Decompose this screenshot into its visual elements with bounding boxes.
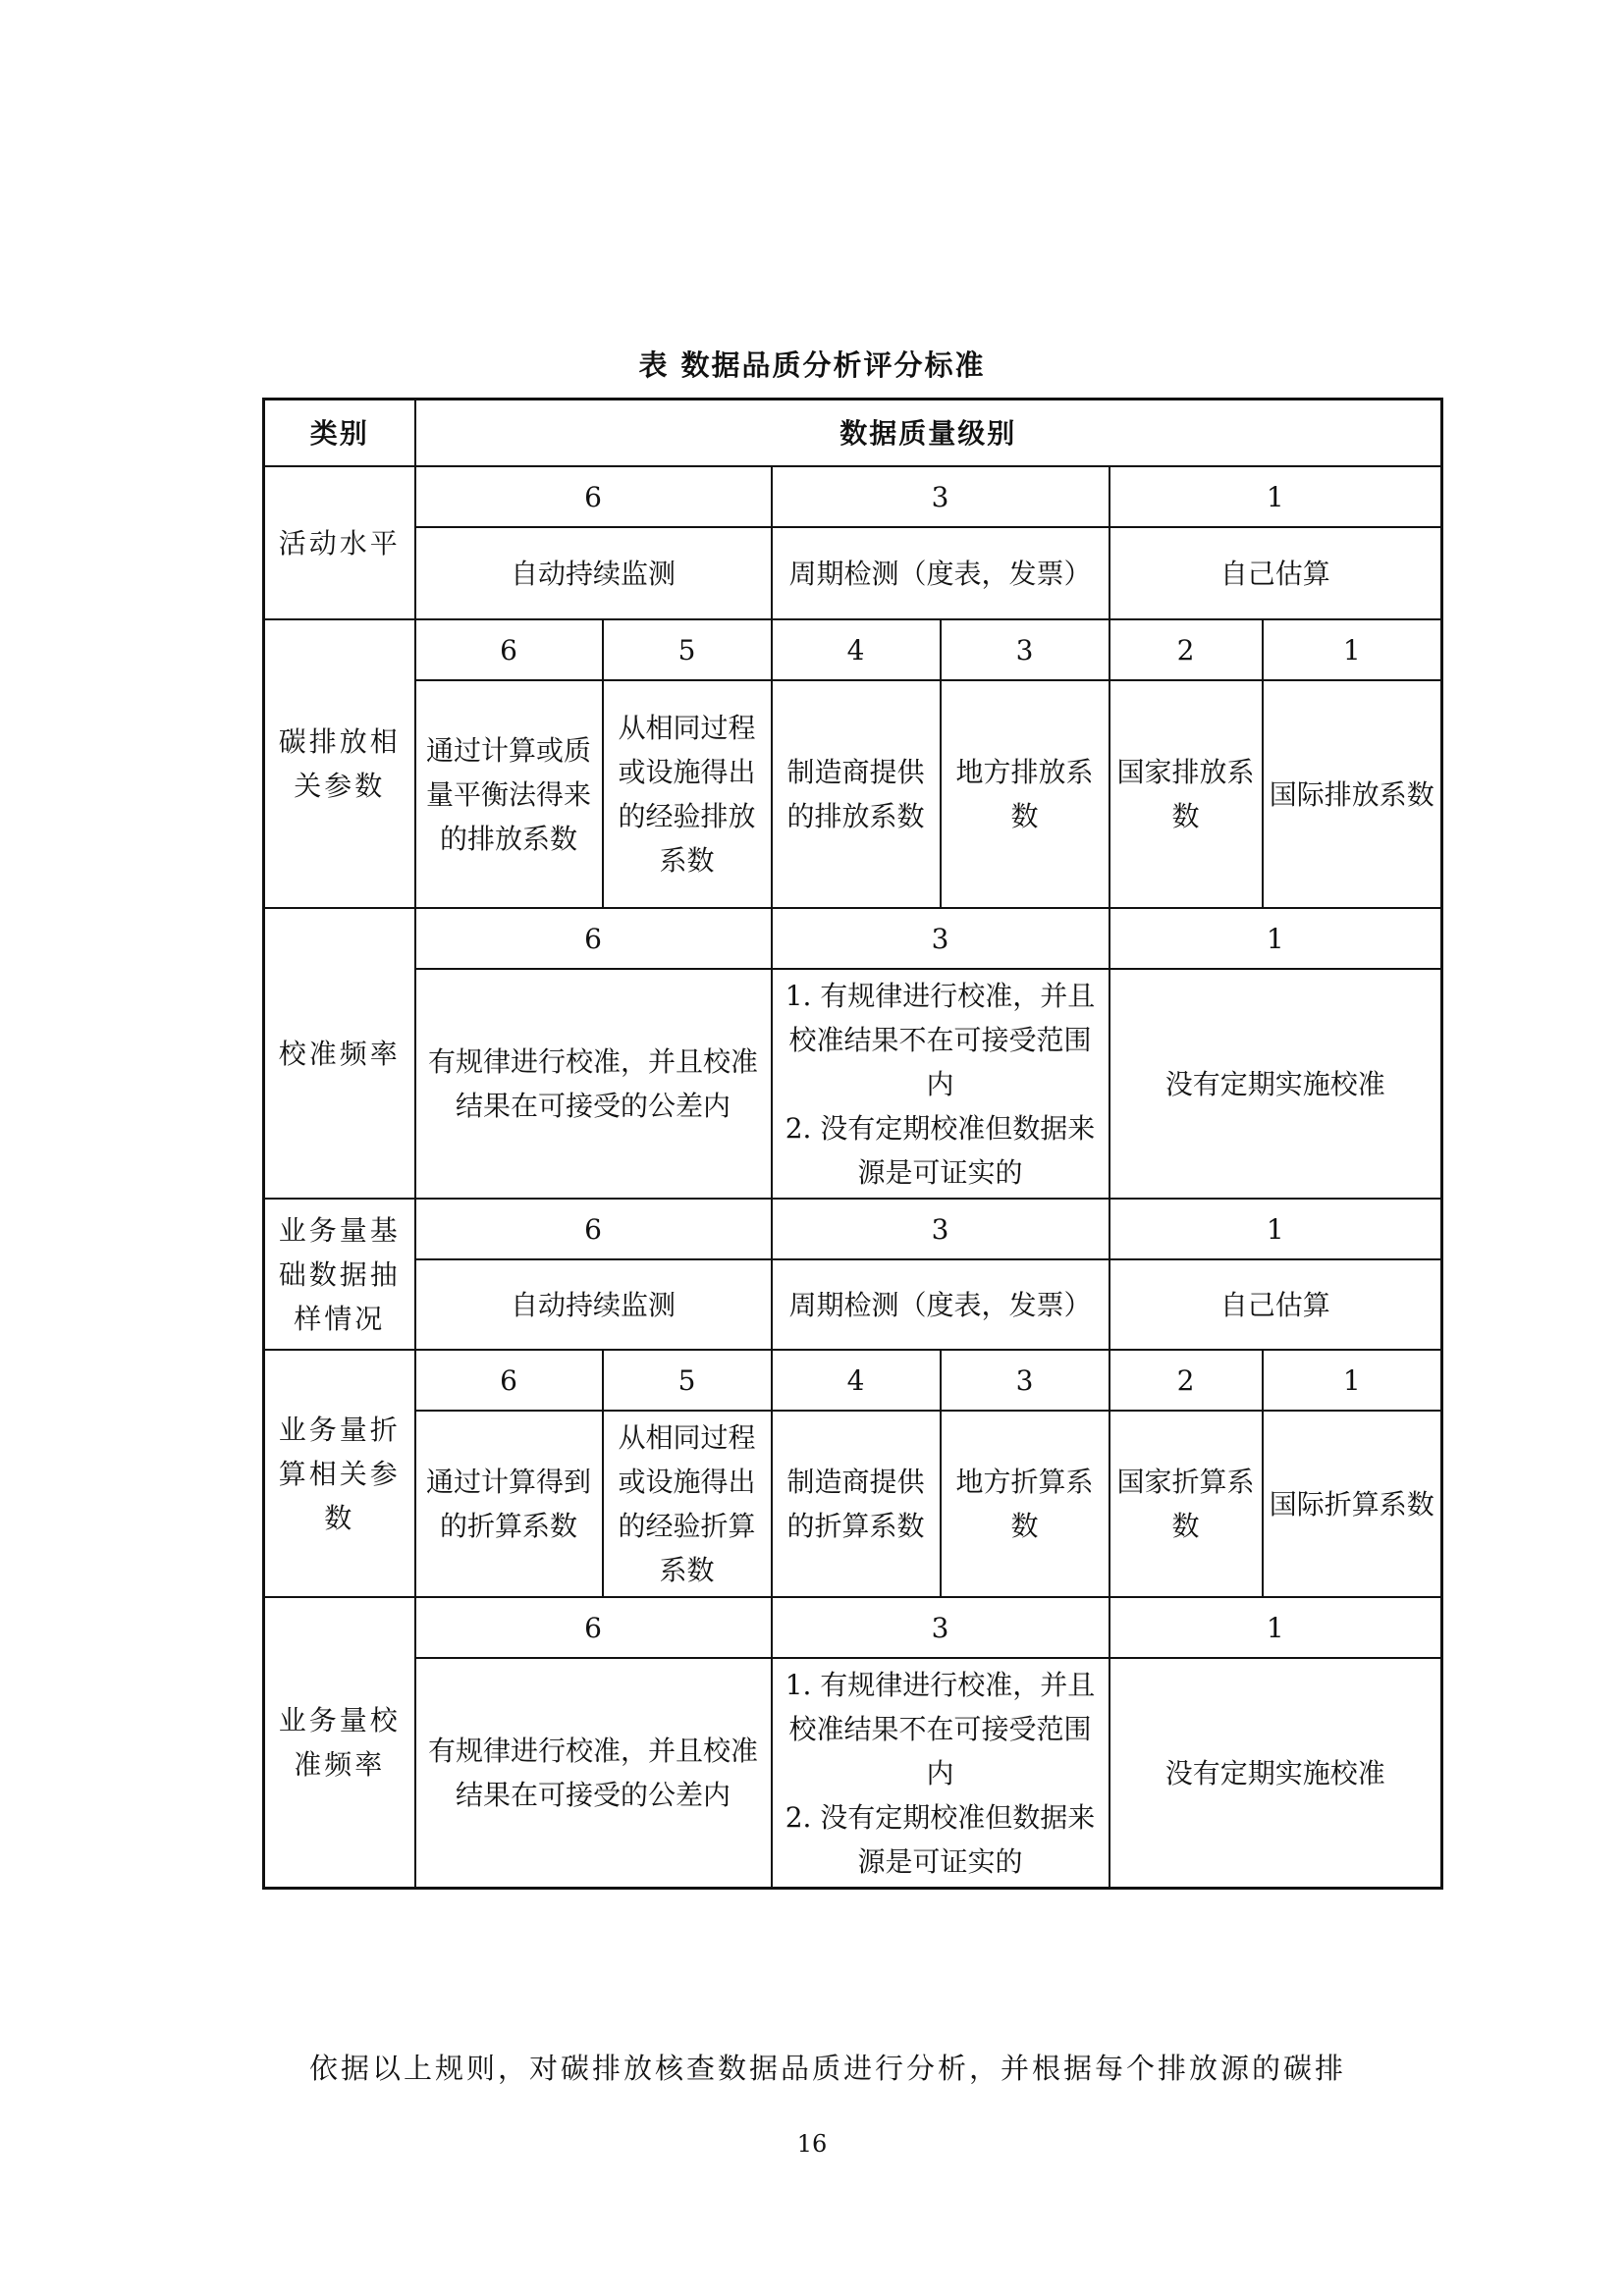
- desc-item: 1. 有规律进行校准，并且校准结果不在可接受范围内: [785, 979, 1096, 1100]
- desc-cell: 没有定期实施校准: [1110, 1658, 1442, 1889]
- score-cell: 1: [1110, 466, 1442, 527]
- row-label-conversion: 业务量折算相关参数: [264, 1350, 415, 1597]
- score-cell: 3: [772, 466, 1110, 527]
- table-row: [264, 1658, 1442, 1889]
- row-label-business-calibration: 业务量校准频率: [264, 1597, 415, 1889]
- table-header-row: [264, 400, 1442, 467]
- table-caption: 表 数据品质分析评分标准: [638, 348, 986, 382]
- desc-cell: 自己估算: [1110, 1259, 1442, 1350]
- score-cell: 1: [1263, 619, 1442, 680]
- desc-cell: 地方排放系数: [941, 680, 1110, 908]
- score-cell: 2: [1110, 1350, 1263, 1411]
- table-row: [264, 1199, 1442, 1259]
- score-cell: 3: [772, 908, 1110, 969]
- table-row: [264, 1259, 1442, 1350]
- table-row: [264, 1350, 1442, 1411]
- desc-cell: [772, 1658, 1110, 1889]
- table-row: [264, 908, 1442, 969]
- desc-cell: 自动持续监测: [415, 1259, 772, 1350]
- desc-cell: 制造商提供的折算系数: [772, 1411, 941, 1597]
- desc-cell: 周期检测（度表，发票）: [772, 527, 1110, 619]
- score-cell: 1: [1110, 908, 1442, 969]
- page-number: 16: [796, 2130, 828, 2158]
- desc-item: 2. 没有定期校准但数据来源是可证实的: [785, 1800, 1096, 1878]
- desc-cell: 有规律进行校准，并且校准结果在可接受的公差内: [415, 1658, 772, 1889]
- desc-cell: 国家折算系数: [1110, 1411, 1263, 1597]
- score-cell: 4: [772, 619, 941, 680]
- row-label-activity: 活动水平: [264, 466, 415, 619]
- table-row: [264, 466, 1442, 527]
- desc-cell: 通过计算得到的折算系数: [415, 1411, 603, 1597]
- desc-cell: 自动持续监测: [415, 527, 772, 619]
- table-row: [264, 680, 1442, 908]
- score-cell: 1: [1263, 1350, 1442, 1411]
- desc-item: 2. 没有定期校准但数据来源是可证实的: [785, 1111, 1096, 1189]
- desc-cell: 通过计算或质量平衡法得来的排放系数: [415, 680, 603, 908]
- desc-cell: 国际折算系数: [1263, 1411, 1442, 1597]
- desc-cell: 从相同过程或设施得出的经验排放系数: [603, 680, 772, 908]
- desc-cell: 国际排放系数: [1263, 680, 1442, 908]
- score-cell: 6: [415, 1199, 772, 1259]
- desc-cell: 自己估算: [1110, 527, 1442, 619]
- score-cell: 3: [772, 1199, 1110, 1259]
- desc-cell: 制造商提供的排放系数: [772, 680, 941, 908]
- score-cell: 6: [415, 908, 772, 969]
- score-cell: 6: [415, 619, 603, 680]
- score-cell: 4: [772, 1350, 941, 1411]
- table-row: [264, 969, 1442, 1199]
- score-cell: 3: [941, 1350, 1110, 1411]
- score-cell: 1: [1110, 1597, 1442, 1658]
- body-paragraph: 依据以上规则，对碳排放核查数据品质进行分析，并根据每个排放源的碳排: [309, 2052, 1347, 2085]
- desc-item: 1. 有规律进行校准，并且校准结果不在可接受范围内: [785, 1668, 1096, 1789]
- table-row: [264, 527, 1442, 619]
- score-cell: 6: [415, 466, 772, 527]
- score-cell: 3: [941, 619, 1110, 680]
- score-cell: 5: [603, 619, 772, 680]
- desc-cell: 有规律进行校准，并且校准结果在可接受的公差内: [415, 969, 772, 1199]
- row-label-business: 业务量基础数据抽样情况: [264, 1199, 415, 1350]
- desc-cell: 没有定期实施校准: [1110, 969, 1442, 1199]
- header-category: 类别: [264, 400, 415, 467]
- header-level: 数据质量级别: [415, 400, 1442, 467]
- desc-cell: 国家排放系数: [1110, 680, 1263, 908]
- score-cell: 5: [603, 1350, 772, 1411]
- row-label-carbon: 碳排放相关参数: [264, 619, 415, 908]
- score-cell: 1: [1110, 1199, 1442, 1259]
- desc-cell: 地方折算系数: [941, 1411, 1110, 1597]
- score-cell: 6: [415, 1350, 603, 1411]
- table-row: [264, 1411, 1442, 1597]
- desc-cell: 周期检测（度表，发票）: [772, 1259, 1110, 1350]
- score-cell: 6: [415, 1597, 772, 1658]
- table-row: [264, 1597, 1442, 1658]
- table-row: [264, 619, 1442, 680]
- row-label-calibration: 校准频率: [264, 908, 415, 1199]
- data-quality-table: [262, 398, 1443, 1890]
- score-cell: 3: [772, 1597, 1110, 1658]
- score-cell: 2: [1110, 619, 1263, 680]
- desc-cell: [772, 969, 1110, 1199]
- desc-cell: 从相同过程或设施得出的经验折算系数: [603, 1411, 772, 1597]
